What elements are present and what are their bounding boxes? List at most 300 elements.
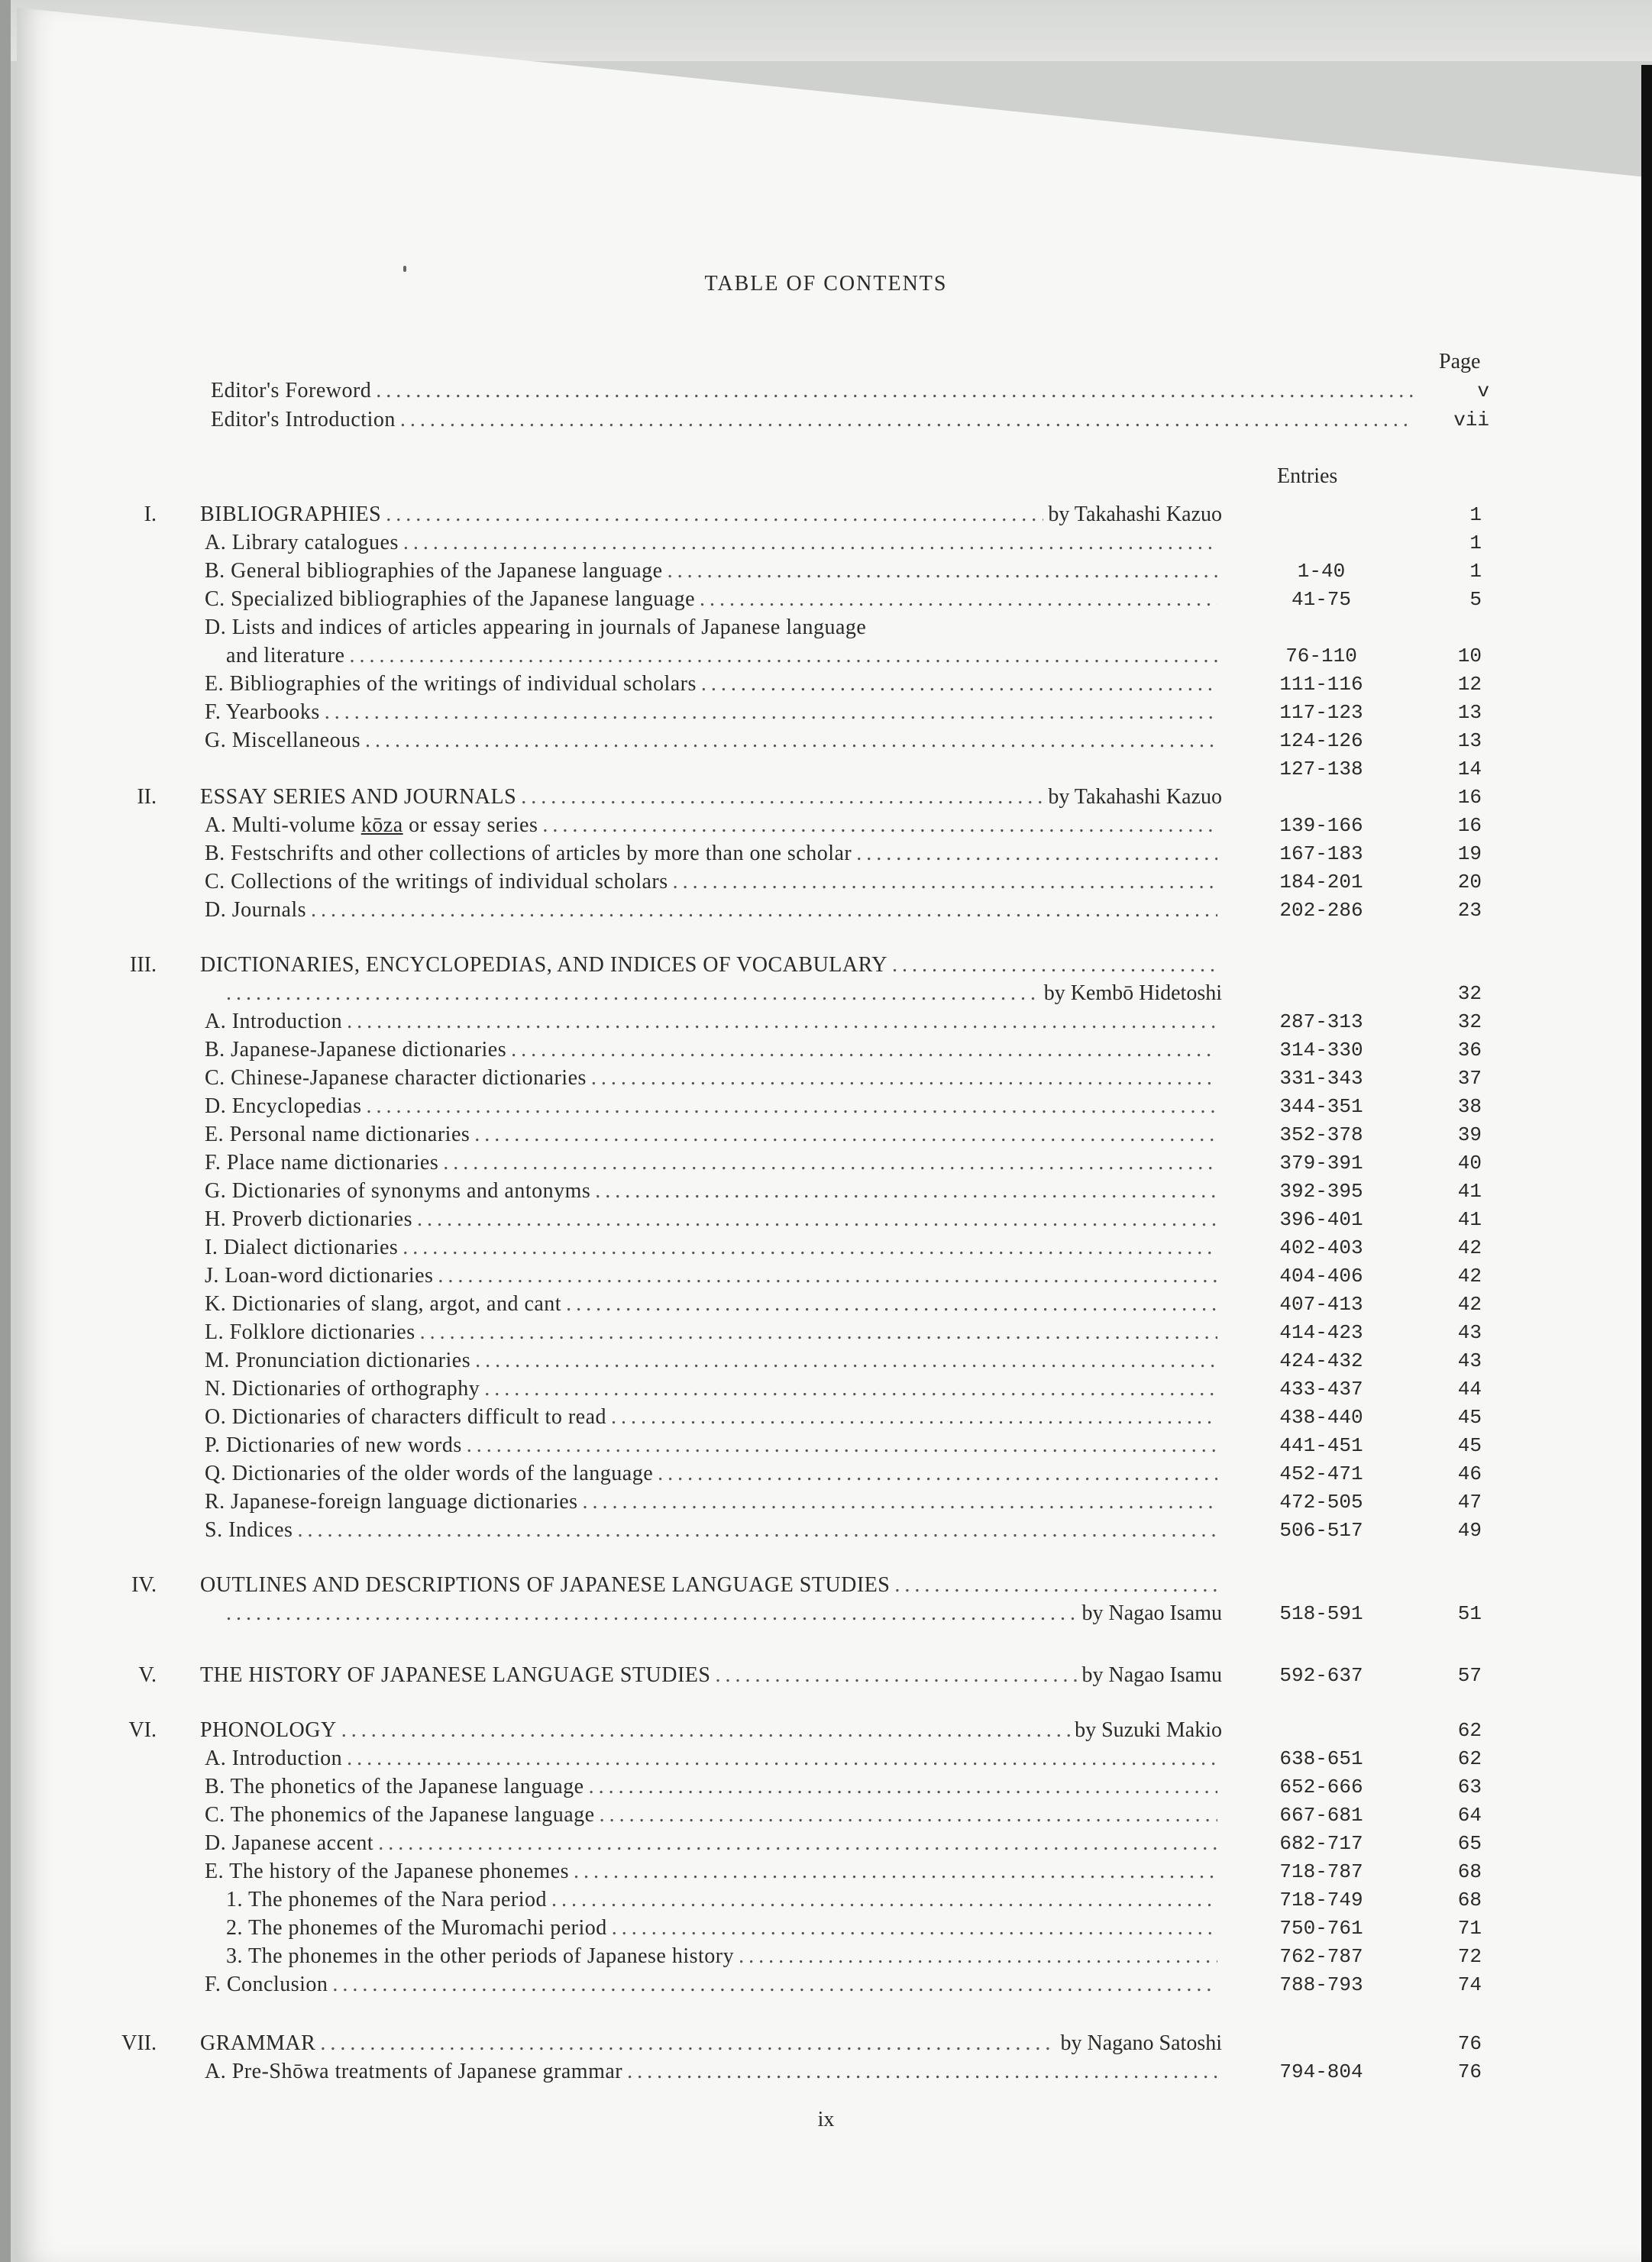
page-title: TABLE OF CONTENTS xyxy=(704,272,948,296)
page-number: 41 xyxy=(1457,1180,1482,1203)
chapter-title: DICTIONARIES, ENCYCLOPEDIAS, AND INDICES OF VOCABULARY xyxy=(200,953,887,977)
toc-item[interactable] xyxy=(0,1206,1652,1233)
toc-label: N. Dictionaries of orthography xyxy=(205,1377,480,1401)
toc-item[interactable] xyxy=(0,1065,1652,1092)
leader-dots xyxy=(668,557,1217,585)
leader-dots xyxy=(566,1291,1217,1318)
toc-item[interactable] xyxy=(0,1347,1652,1375)
chapter-heading[interactable] xyxy=(0,501,1652,528)
page-number: 1 xyxy=(1469,503,1482,526)
toc-text xyxy=(205,2058,1222,2086)
toc-item[interactable] xyxy=(0,1745,1652,1772)
leader-dots xyxy=(521,784,1043,811)
toc-label: L. Folklore dictionaries xyxy=(205,1320,415,1344)
page-number: 16 xyxy=(1457,786,1482,809)
toc-text xyxy=(205,1745,1222,1772)
page-number: 49 xyxy=(1457,1519,1482,1542)
page-number: 39 xyxy=(1457,1123,1482,1146)
toc-text xyxy=(205,1830,1222,1857)
toc-item[interactable] xyxy=(0,1121,1652,1149)
leader-dots xyxy=(583,1488,1217,1516)
entry-range: 402-403 xyxy=(1279,1236,1363,1259)
page-number: 57 xyxy=(1457,1664,1482,1687)
toc-label: E. The history of the Japanese phonemes xyxy=(205,1860,569,1883)
chapter-author-line[interactable] xyxy=(0,1600,1652,1627)
toc-text xyxy=(205,897,1222,924)
chapter-title: GRAMMAR xyxy=(200,2031,316,2055)
toc-item[interactable] xyxy=(0,1319,1652,1346)
page-number: 45 xyxy=(1457,1406,1482,1429)
leader-dots xyxy=(417,1206,1217,1233)
entry-range: 750-761 xyxy=(1279,1917,1363,1940)
toc-label: F. Place name dictionaries xyxy=(205,1151,439,1175)
page-number: 62 xyxy=(1457,1747,1482,1770)
page-number: 32 xyxy=(1457,1010,1482,1033)
toc-label: A. Library catalogues xyxy=(205,531,399,554)
toc-item[interactable] xyxy=(0,1971,1652,1999)
toc-item[interactable] xyxy=(0,586,1652,613)
chapter-author: by Takahashi Kazuo xyxy=(1048,785,1222,809)
toc-text xyxy=(226,1886,1222,1914)
leader-dots xyxy=(856,840,1217,868)
entry-range: 331-343 xyxy=(1279,1067,1363,1090)
chapter-author-line[interactable] xyxy=(0,980,1652,1007)
chapter-title: THE HISTORY OF JAPANESE LANGUAGE STUDIES xyxy=(200,1663,711,1687)
chapter-numeral: V. xyxy=(138,1663,157,1687)
toc-text xyxy=(205,529,1222,557)
page-number: 16 xyxy=(1457,814,1482,837)
toc-text xyxy=(200,1662,1222,1689)
entry-range: 379-391 xyxy=(1279,1152,1363,1175)
chapter-author: by Kembō Hidetoshi xyxy=(1043,981,1222,1005)
leader-dots xyxy=(589,1773,1217,1801)
leader-dots xyxy=(297,1517,1217,1544)
toc-item[interactable] xyxy=(0,614,1652,641)
entry-range: 41-75 xyxy=(1291,588,1351,611)
leader-dots xyxy=(443,1149,1217,1177)
page-number: 13 xyxy=(1457,701,1482,724)
leader-dots xyxy=(612,1915,1217,1942)
toc-item[interactable] xyxy=(0,1008,1652,1036)
leader-dots xyxy=(591,1065,1217,1092)
toc-item[interactable] xyxy=(0,1404,1652,1431)
toc-label: G. Miscellaneous xyxy=(205,729,360,752)
leader-dots xyxy=(551,1886,1217,1914)
toc-text xyxy=(205,1404,1222,1431)
toc-label: Q. Dictionaries of the older words of the language xyxy=(205,1462,654,1485)
entry-range: 506-517 xyxy=(1279,1519,1363,1542)
toc-label: A. Pre-Shōwa treatments of Japanese grammar xyxy=(205,2060,623,2083)
toc-text xyxy=(205,1206,1222,1233)
chapter-author: by Suzuki Makio xyxy=(1075,1718,1222,1742)
chapter-author: by Nagano Satoshi xyxy=(1060,2031,1222,2055)
page-number: 44 xyxy=(1457,1378,1482,1401)
leader-dots xyxy=(701,671,1217,698)
toc-text xyxy=(200,2030,1222,2057)
page-number: 51 xyxy=(1457,1602,1482,1625)
entry-range: 407-413 xyxy=(1279,1293,1363,1316)
toc-text xyxy=(205,1262,1222,1290)
leader-dots xyxy=(226,1600,1077,1627)
page-number: 20 xyxy=(1457,871,1482,893)
ink-speck xyxy=(403,266,406,272)
leader-dots xyxy=(542,812,1217,839)
leader-dots xyxy=(658,1460,1217,1488)
page-number: 43 xyxy=(1457,1321,1482,1344)
page-number: 76 xyxy=(1457,2060,1482,2083)
toc-label: Editor's Foreword xyxy=(211,379,372,402)
page-number: 62 xyxy=(1457,1719,1482,1742)
toc-label: 1. The phonemes of the Nara period xyxy=(226,1888,548,1911)
toc-item[interactable] xyxy=(0,529,1652,557)
toc-text xyxy=(200,784,1222,811)
toc-item[interactable] xyxy=(0,1830,1652,1857)
entry-range: 202-286 xyxy=(1279,899,1363,922)
toc-text xyxy=(205,1008,1222,1036)
entry-range: 404-406 xyxy=(1279,1265,1363,1288)
toc-label: 3. The phonemes in the other periods of Japanese history xyxy=(226,1944,735,1968)
page-folio: ix xyxy=(817,2108,835,2131)
page-number: 41 xyxy=(1457,1208,1482,1231)
toc-label: C. Specialized bibliographies of the Japanese language xyxy=(205,587,696,611)
chapter-title: PHONOLOGY xyxy=(200,1718,337,1742)
toc-label: F. Yearbooks xyxy=(205,700,320,724)
page-number: 45 xyxy=(1457,1434,1482,1457)
toc-item[interactable] xyxy=(0,699,1652,726)
entry-range: 396-401 xyxy=(1279,1208,1363,1231)
page-number: 10 xyxy=(1457,645,1482,667)
page-number: 37 xyxy=(1457,1067,1482,1090)
toc-text xyxy=(205,1773,1222,1801)
toc-text xyxy=(205,1802,1222,1829)
toc-text xyxy=(205,1093,1222,1120)
leader-dots xyxy=(347,1745,1217,1772)
toc-item[interactable] xyxy=(0,1488,1652,1516)
toc-label: D. Lists and indices of articles appearing in journals of Japanese language xyxy=(205,616,867,639)
toc-text xyxy=(221,1600,1222,1627)
leader-dots xyxy=(438,1262,1217,1290)
toc-label: B. The phonetics of the Japanese language xyxy=(205,1775,584,1798)
toc-item[interactable] xyxy=(0,1460,1652,1488)
leader-dots xyxy=(347,1008,1217,1036)
toc-text xyxy=(205,1291,1222,1318)
toc-item[interactable] xyxy=(0,1858,1652,1886)
toc-text xyxy=(205,868,1222,896)
entry-range: 124-126 xyxy=(1279,729,1363,752)
chapter-heading[interactable] xyxy=(0,952,1652,979)
toc-text xyxy=(205,1971,1222,1999)
toc-label: D. Encyclopedias xyxy=(205,1094,362,1118)
leader-dots xyxy=(673,868,1217,896)
toc-label: F. Conclusion xyxy=(205,1973,328,1996)
page-number: 47 xyxy=(1457,1491,1482,1514)
entry-range: 452-471 xyxy=(1279,1462,1363,1485)
chapter-author: by Nagao Isamu xyxy=(1081,1663,1222,1687)
page-number: 5 xyxy=(1469,588,1482,611)
leader-dots xyxy=(467,1432,1217,1459)
toc-text xyxy=(205,1149,1222,1177)
leader-dots xyxy=(739,1943,1217,1970)
chapter-heading[interactable] xyxy=(0,784,1652,811)
toc-row-introduction[interactable] xyxy=(0,406,1652,434)
entry-range: 184-201 xyxy=(1279,871,1363,893)
leader-dots xyxy=(627,2058,1217,2086)
entry-range: 127-138 xyxy=(1279,758,1363,780)
entry-range: 718-749 xyxy=(1279,1889,1363,1911)
page-number: 19 xyxy=(1457,842,1482,865)
page-column-header: Page xyxy=(1439,350,1481,373)
entry-range: 76-110 xyxy=(1285,645,1357,667)
toc-text xyxy=(200,1572,1222,1599)
page-number: 64 xyxy=(1457,1804,1482,1827)
toc-label: 2. The phonemes of the Muromachi period xyxy=(226,1916,607,1940)
chapter-title: BIBLIOGRAPHIES xyxy=(200,502,382,526)
leader-dots xyxy=(367,1093,1218,1120)
toc-text xyxy=(200,1717,1222,1744)
entry-range: 433-437 xyxy=(1279,1378,1363,1401)
leader-dots xyxy=(320,2030,1056,2057)
toc-label: O. Dictionaries of characters difficult to read xyxy=(205,1405,606,1429)
toc-label: D. Japanese accent xyxy=(205,1831,374,1855)
toc-text xyxy=(221,980,1222,1007)
toc-text xyxy=(205,840,1222,868)
leader-dots xyxy=(402,1234,1217,1262)
toc-item-trailing[interactable] xyxy=(0,755,1652,783)
chapter-heading[interactable] xyxy=(0,1572,1652,1599)
toc-item[interactable] xyxy=(0,1234,1652,1262)
page-number: 72 xyxy=(1457,1945,1482,1968)
toc-item[interactable] xyxy=(0,1036,1652,1064)
leader-dots xyxy=(325,699,1217,726)
page-number: 1 xyxy=(1469,560,1482,583)
toc-label: H. Proverb dictionaries xyxy=(205,1207,412,1231)
toc-item[interactable] xyxy=(0,1291,1652,1318)
leader-dots xyxy=(484,1375,1217,1403)
entry-range: 438-440 xyxy=(1279,1406,1363,1429)
toc-label: B. Japanese-Japanese dictionaries xyxy=(205,1038,507,1062)
toc-label-part: or essay series xyxy=(402,813,538,837)
leader-dots xyxy=(386,501,1043,528)
toc-item[interactable] xyxy=(0,897,1652,924)
toc-label: J. Loan-word dictionaries xyxy=(205,1264,434,1288)
toc-item[interactable] xyxy=(0,557,1652,585)
leader-dots xyxy=(311,897,1217,924)
chapter-title: ESSAY SERIES AND JOURNALS xyxy=(200,785,517,809)
entry-range: 287-313 xyxy=(1279,1010,1363,1033)
toc-item[interactable] xyxy=(0,1517,1652,1544)
toc-item[interactable] xyxy=(0,1149,1652,1177)
toc-label: G. Dictionaries of synonyms and antonyms xyxy=(205,1179,591,1203)
toc-text xyxy=(205,812,1222,839)
leader-dots xyxy=(378,1830,1217,1857)
toc-item[interactable] xyxy=(0,1943,1652,1970)
chapter-numeral: VII. xyxy=(121,2031,157,2055)
toc-text xyxy=(205,1178,1222,1205)
toc-text xyxy=(205,699,1222,726)
page-number: 14 xyxy=(1457,758,1482,780)
toc-item[interactable] xyxy=(0,1178,1652,1205)
toc-text xyxy=(205,1858,1222,1886)
toc-text xyxy=(205,1432,1222,1459)
toc-label-emphasis: kōza xyxy=(360,813,403,837)
entry-range: 794-804 xyxy=(1279,2060,1363,2083)
chapter-author: by Nagao Isamu xyxy=(1081,1601,1222,1625)
toc-item[interactable] xyxy=(0,840,1652,868)
chapter-author: by Takahashi Kazuo xyxy=(1048,502,1222,526)
toc-text xyxy=(226,1915,1222,1942)
leader-dots xyxy=(611,1404,1217,1431)
toc-label-part: A. Multi-volume xyxy=(205,813,361,837)
entry-range: 167-183 xyxy=(1279,842,1363,865)
chapter-heading[interactable] xyxy=(0,2030,1652,2057)
page-number: 42 xyxy=(1457,1236,1482,1259)
entry-range: 344-351 xyxy=(1279,1095,1363,1118)
toc-item[interactable] xyxy=(0,2058,1652,2086)
toc-row-foreword[interactable] xyxy=(0,377,1652,405)
entries-column-header: Entries xyxy=(1277,464,1338,488)
entry-range: 314-330 xyxy=(1279,1039,1363,1062)
toc-text xyxy=(205,1036,1222,1064)
toc-label: C. Collections of the writings of individual scholars xyxy=(205,870,668,893)
toc-item[interactable] xyxy=(0,1093,1652,1120)
toc-text xyxy=(226,1943,1222,1970)
page-number: 1 xyxy=(1469,532,1482,554)
toc-item[interactable] xyxy=(0,671,1652,698)
chapter-title: OUTLINES AND DESCRIPTIONS OF JAPANESE LANGUAGE STUDIES xyxy=(200,1573,891,1597)
toc-label: A. Introduction xyxy=(205,1747,343,1770)
entry-range: 424-432 xyxy=(1279,1349,1363,1372)
page-number: v xyxy=(1477,380,1489,402)
page-number: 32 xyxy=(1457,982,1482,1005)
chapter-numeral: II. xyxy=(137,785,157,809)
toc-label: A. Introduction xyxy=(205,1010,343,1033)
entry-range: 414-423 xyxy=(1279,1321,1363,1344)
toc-label: D. Journals xyxy=(205,898,307,922)
entry-range: 392-395 xyxy=(1279,1180,1363,1203)
toc-item[interactable] xyxy=(0,1375,1652,1403)
page-number: 68 xyxy=(1457,1860,1482,1883)
page-number: 74 xyxy=(1457,1973,1482,1996)
page-number: 12 xyxy=(1457,673,1482,696)
entry-range: 592-637 xyxy=(1279,1664,1363,1687)
toc-label: I. Dialect dictionaries xyxy=(205,1236,399,1259)
entry-range: 139-166 xyxy=(1279,814,1363,837)
leader-dots xyxy=(475,1347,1217,1375)
leader-dots xyxy=(700,586,1217,613)
entry-range: 762-787 xyxy=(1279,1945,1363,1968)
toc-label: C. The phonemics of the Japanese language xyxy=(205,1803,595,1827)
entry-range: 518-591 xyxy=(1279,1602,1363,1625)
chapter-numeral: III. xyxy=(130,953,157,977)
chapter-heading[interactable] xyxy=(0,1662,1652,1689)
chapter-heading[interactable] xyxy=(0,1717,1652,1744)
leader-dots xyxy=(715,1662,1077,1689)
page-number: vii xyxy=(1453,409,1489,431)
toc-text xyxy=(205,614,1222,641)
toc-item[interactable] xyxy=(0,1773,1652,1801)
page-number: 40 xyxy=(1457,1152,1482,1175)
entry-range: 117-123 xyxy=(1279,701,1363,724)
entry-range: 111-116 xyxy=(1279,673,1363,696)
toc-text xyxy=(205,1460,1222,1488)
toc-text xyxy=(205,1234,1222,1262)
leader-dots xyxy=(574,1858,1217,1886)
chapter-numeral: VI. xyxy=(128,1718,157,1742)
toc-text xyxy=(205,557,1222,585)
toc-item[interactable] xyxy=(0,1802,1652,1829)
toc-text xyxy=(200,501,1222,528)
leader-dots xyxy=(892,952,1217,979)
leader-dots xyxy=(365,727,1217,755)
toc-label: B. Festschrifts and other collections of articles by more than one scholar xyxy=(205,842,852,865)
toc-text xyxy=(205,1065,1222,1092)
toc-item[interactable] xyxy=(0,1262,1652,1290)
toc-item[interactable] xyxy=(0,868,1652,896)
toc-item-cont[interactable] xyxy=(0,642,1652,670)
leader-dots xyxy=(403,529,1217,557)
toc-label: B. General bibliographies of the Japanese language xyxy=(205,559,663,583)
toc-label: K. Dictionaries of slang, argot, and cant xyxy=(205,1292,562,1316)
toc-text xyxy=(200,952,1222,979)
toc-label: P. Dictionaries of new words xyxy=(205,1433,462,1457)
entry-range: 652-666 xyxy=(1279,1776,1363,1798)
leader-dots xyxy=(349,642,1217,670)
page-number: 43 xyxy=(1457,1349,1482,1372)
leader-dots xyxy=(341,1717,1070,1744)
page-number: 65 xyxy=(1457,1832,1482,1855)
leader-dots xyxy=(894,1572,1217,1599)
page-number: 42 xyxy=(1457,1265,1482,1288)
toc-label: M. Pronunciation dictionaries xyxy=(205,1349,471,1372)
leader-dots xyxy=(376,377,1413,405)
toc-label: Editor's Introduction xyxy=(211,408,396,431)
page-number: 42 xyxy=(1457,1293,1482,1316)
toc-label xyxy=(205,812,538,839)
toc-text xyxy=(226,642,1222,670)
page-number: 23 xyxy=(1457,899,1482,922)
page-number: 36 xyxy=(1457,1039,1482,1062)
leader-dots xyxy=(420,1319,1217,1346)
toc-item[interactable] xyxy=(0,812,1652,839)
chapter-numeral: IV. xyxy=(131,1573,157,1597)
toc-item[interactable] xyxy=(0,1886,1652,1914)
entry-range: 718-787 xyxy=(1279,1860,1363,1883)
toc-label: E. Personal name dictionaries xyxy=(205,1123,470,1146)
entry-range: 472-505 xyxy=(1279,1491,1363,1514)
toc-text xyxy=(205,1517,1222,1544)
leader-dots xyxy=(595,1178,1217,1205)
toc-text xyxy=(205,1488,1222,1516)
page-number: 38 xyxy=(1457,1095,1482,1118)
chapter-numeral: I. xyxy=(144,502,157,526)
toc-text xyxy=(205,1319,1222,1346)
toc-text xyxy=(205,727,1222,755)
page-number: 63 xyxy=(1457,1776,1482,1798)
toc-label-cont: and literature xyxy=(226,644,345,667)
leader-dots xyxy=(600,1802,1217,1829)
page-number: 76 xyxy=(1457,2032,1482,2055)
toc-text xyxy=(205,1375,1222,1403)
toc-item[interactable] xyxy=(0,1432,1652,1459)
page-number: 68 xyxy=(1457,1889,1482,1911)
entry-range: 667-681 xyxy=(1279,1804,1363,1827)
toc-label: C. Chinese-Japanese character dictionaries xyxy=(205,1066,587,1090)
toc-text xyxy=(205,586,1222,613)
toc-item[interactable] xyxy=(0,727,1652,755)
toc-label: S. Indices xyxy=(205,1518,293,1542)
toc-item[interactable] xyxy=(0,1915,1652,1942)
entry-range: 441-451 xyxy=(1279,1434,1363,1457)
